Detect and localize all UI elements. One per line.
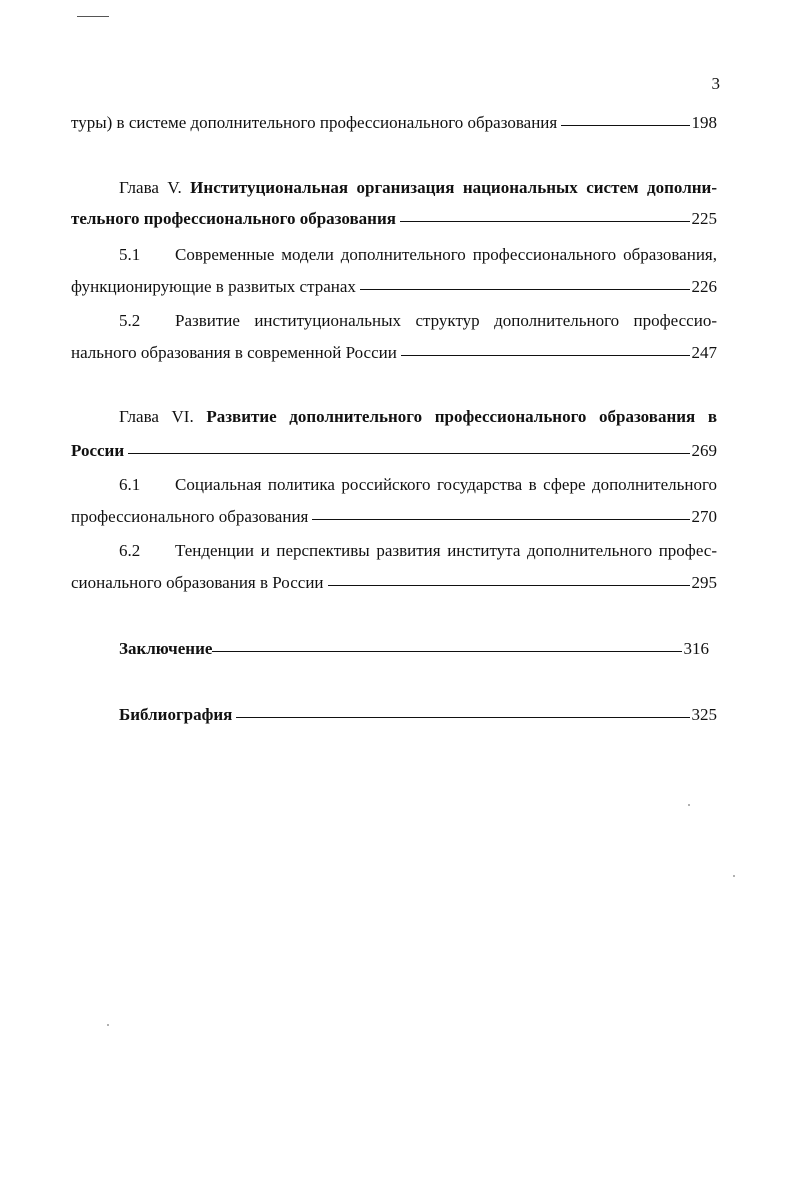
section-title: Социальная политика российского государства в сфере дополнительного	[175, 475, 717, 494]
header-rule	[77, 16, 109, 17]
leader-line	[401, 355, 690, 356]
toc-entry-text: туры) в системе дополнительного профессионального образования	[71, 113, 558, 132]
scan-speck	[107, 1024, 109, 1026]
section-title: Развитие институциональных структур дополнительного профессио-	[175, 311, 717, 330]
toc-section-5-1-line1[interactable]	[71, 244, 717, 266]
section-number: 5.2	[119, 311, 141, 330]
toc-section-5-2-line2[interactable]	[71, 342, 717, 364]
section-number: 5.1	[119, 245, 141, 264]
toc-section-6-2-line2[interactable]	[71, 572, 717, 594]
toc-entry-conclusion[interactable]	[119, 638, 709, 660]
chapter-title: Институциональная организация национальных систем дополни-	[190, 178, 717, 197]
toc-page-number: 198	[691, 113, 717, 132]
toc-page-number: 325	[691, 705, 717, 724]
chapter-prefix: Глава VI.	[119, 407, 194, 426]
toc-section-6-1-line2[interactable]	[71, 506, 717, 528]
leader-line	[328, 585, 690, 586]
toc-chapter-5-line1[interactable]	[71, 177, 717, 199]
toc-page-number: 316	[683, 639, 709, 658]
section-title: Современные модели дополнительного профессионального образования,	[175, 245, 717, 264]
leader-line	[236, 717, 689, 718]
chapter-prefix: Глава V.	[119, 178, 182, 197]
leader-line	[128, 453, 689, 454]
chapter-title-cont: тельного профессионального образования	[71, 209, 396, 228]
toc-section-6-2-line1[interactable]	[71, 540, 717, 562]
scan-speck	[688, 804, 690, 806]
conclusion-label: Заключение	[119, 639, 213, 658]
toc-section-6-1-line1[interactable]	[71, 474, 717, 496]
toc-page-number: 295	[691, 573, 717, 592]
toc-section-5-1-line2[interactable]	[71, 276, 717, 298]
toc-entry-continuation[interactable]	[71, 112, 717, 134]
chapter-title: Развитие дополнительного профессионального образования в	[206, 407, 717, 426]
toc-page-number: 247	[691, 343, 717, 362]
leader-line	[360, 289, 690, 290]
toc-chapter-6-line1[interactable]	[71, 406, 717, 428]
page-number: 3	[711, 74, 720, 93]
scan-speck	[733, 875, 735, 877]
section-title-cont: функционирующие в развитых странах	[71, 277, 356, 296]
section-title-cont: профессионального образования	[71, 507, 309, 526]
toc-page-number: 225	[691, 209, 717, 228]
bibliography-label: Библиография	[119, 705, 233, 724]
toc-chapter-6-line2[interactable]	[71, 440, 717, 462]
section-number: 6.2	[119, 541, 141, 560]
toc-section-5-2-line1[interactable]	[71, 310, 717, 332]
section-title-cont: сионального образования в России	[71, 573, 324, 592]
leader-line	[561, 125, 689, 126]
chapter-title-cont: России	[71, 441, 125, 460]
leader-line	[400, 221, 690, 222]
toc-page-number: 226	[691, 277, 717, 296]
section-number: 6.1	[119, 475, 141, 494]
leader-line	[312, 519, 689, 520]
leader-line	[212, 651, 681, 652]
toc-page-number: 270	[691, 507, 717, 526]
section-title: Тенденции и перспективы развития института дополнительного профес-	[175, 541, 717, 560]
section-title-cont: нального образования в современной России	[71, 343, 397, 362]
toc-chapter-5-line2[interactable]	[71, 208, 717, 230]
toc-entry-bibliography[interactable]	[119, 704, 717, 726]
toc-page-number: 269	[691, 441, 717, 460]
